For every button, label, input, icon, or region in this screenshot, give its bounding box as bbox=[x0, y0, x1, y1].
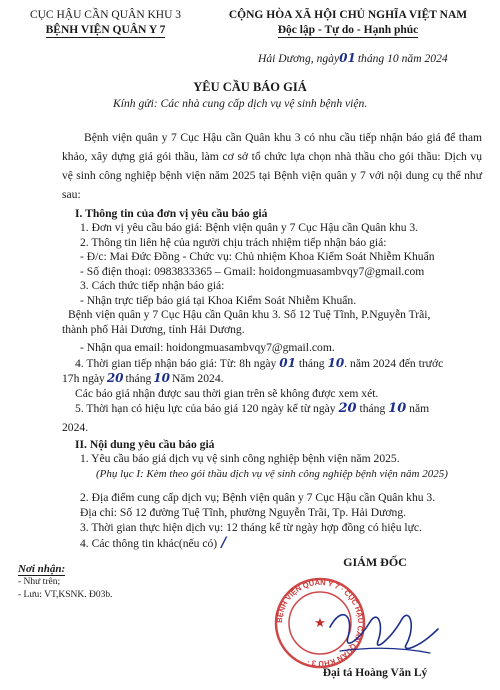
intro-paragraph: Bệnh viện quân y 7 Cục Hậu cần Quân khu 3 có nhu cầu tiếp nhận báo giá để tham khảo, xây dựng giá gói thầu, làm cơ sở tổ chức lựa chọn nhà thầu cho gói thầu: Dịch vụ vệ sinh công nghiệp bệnh viện năm 2025 tại Bệnh viện quân y 7 với nội dung cụ thể như sau: bbox=[62, 131, 482, 201]
section1-line10: 4. Thời gian tiếp nhận báo giá: Từ: 8h ngày 01 tháng 10. năm 2024 đến trước bbox=[75, 356, 444, 370]
validity-month: 10 bbox=[388, 401, 407, 416]
section2-heading: II. Nội dung yêu cầu báo giá bbox=[75, 438, 215, 451]
section1-line13: 5. Thời hạn có hiệu lực của báo giá 120 ngày kể từ ngày 20 tháng 10 năm bbox=[75, 401, 430, 416]
section2-line1: 1. Yêu cầu báo giá dịch vụ vệ sinh công nghiệp bệnh viện năm 2025. bbox=[80, 452, 400, 465]
receive-start-day: 01 bbox=[279, 356, 296, 370]
section1-line1: 1. Đơn vị yêu cầu báo giá: Bệnh viện quân y 7 Cục Hậu cần Quân khu 3. bbox=[80, 221, 419, 234]
issuer-name: BỆNH VIỆN QUÂN Y 7 bbox=[45, 24, 166, 36]
receive-end-month: 10 bbox=[153, 371, 170, 385]
nation-title: CỘNG HÒA XÃ HỘI CHỦ NGHĨA VIỆT NAM bbox=[228, 9, 468, 21]
section2-line5: 3. Thời gian thực hiện dịch vụ: 12 tháng kể từ ngày hợp đồng có hiệu lực. bbox=[80, 521, 422, 534]
recipient-2: - Lưu: VT,KSNK. Đ03b. bbox=[18, 590, 113, 600]
star-icon: ★ bbox=[314, 615, 326, 630]
section2-line4: Địa chỉ: Số 12 đường Tuệ Tĩnh, phường Nguyễn Trãi, Tp. Hải Dương. bbox=[80, 506, 407, 519]
issuer-org bbox=[18, 8, 193, 38]
section1-line3: - Đ/c: Mai Đức Đồng - Chức vụ: Chủ nhiệm Khoa Kiểm Soát Nhiễm Khuẩn bbox=[80, 250, 435, 263]
official-stamp bbox=[275, 578, 365, 668]
issuer-parent: CỤC HẬU CẦN QUÂN KHU 3 bbox=[29, 9, 182, 21]
document-title: YÊU CẦU BÁO GIÁ bbox=[193, 80, 307, 94]
official-stamp-and-signature bbox=[270, 567, 470, 677]
section2-line3: 2. Địa điểm cung cấp dịch vụ; Bệnh viện quân y 7 Cục Hậu cần Quân khu 3. bbox=[80, 491, 436, 504]
section1-line5: 3. Cách thức tiếp nhận báo giá: bbox=[80, 279, 225, 292]
other-info-mark: / bbox=[221, 535, 227, 551]
section1-line8: thành phố Hải Dương, tỉnh Hải Dương. bbox=[62, 323, 245, 336]
section1-line2: 2. Thông tin liên hệ của người chịu trách nhiệm tiếp nhận báo giá: bbox=[80, 236, 387, 249]
handwritten-signature bbox=[330, 615, 438, 653]
section1-line4: - Số điện thoại: 0983833365 – Gmail: hoidongmuasambvqy7@gmail.com bbox=[80, 265, 425, 278]
section1-line14: 2024. bbox=[62, 421, 89, 434]
signer-title: GIÁM ĐỐC bbox=[343, 555, 407, 569]
nation-slogan: Độc lập - Tự do - Hạnh phúc bbox=[277, 24, 419, 36]
section2-line6: 4. Các thông tin khác(nếu có) / bbox=[80, 535, 227, 551]
national-motto bbox=[200, 8, 496, 38]
section1-line7: Bệnh viện quân y 7 Cục Hậu cần Quân khu 3. Số 12 Tuệ Tĩnh, P.Nguyễn Trãi, bbox=[68, 308, 431, 321]
recipient-1: - Như trên; bbox=[18, 577, 61, 587]
greeting: Kính gửi: Các nhà cung cấp dịch vụ vệ sinh bệnh viện. bbox=[113, 97, 368, 110]
section1-line6: - Nhận trực tiếp báo giá tại Khoa Kiểm Soát Nhiễm Khuẩn. bbox=[80, 294, 357, 307]
section1-heading: I. Thông tin của đơn vị yêu cầu báo giá bbox=[75, 207, 268, 220]
signer-name: Đại tá Hoàng Văn Lý bbox=[322, 667, 428, 679]
section1-line11: 17h ngày 20 tháng 10 Năm 2024. bbox=[62, 371, 224, 385]
receive-start-month: 10 bbox=[327, 356, 345, 370]
section1-line12: Các báo giá nhận được sau thời gian trên sẽ không được xem xét. bbox=[75, 387, 379, 400]
section2-appendix-note: (Phụ lục I: Kèm theo gói thầu dịch vụ vệ sinh công nghiệp bệnh viện năm 2025) bbox=[96, 468, 448, 480]
section1-line9: - Nhận qua email: hoidongmuasambvqy7@gmail.com. bbox=[80, 341, 335, 354]
recipients-title: Nơi nhận: bbox=[18, 563, 66, 575]
receive-end-day: 20 bbox=[106, 371, 124, 385]
validity-day: 20 bbox=[338, 401, 357, 416]
stamp-text: BỆNH VIỆN QUÂN Y 7 · CỤC HẬU CẦN QUÂN KHU 3 · bbox=[274, 577, 366, 669]
issue-date: Hải Dương, ngày01 tháng 10 năm 2024 bbox=[258, 51, 448, 65]
date-day-handwritten: 01 bbox=[339, 51, 356, 65]
